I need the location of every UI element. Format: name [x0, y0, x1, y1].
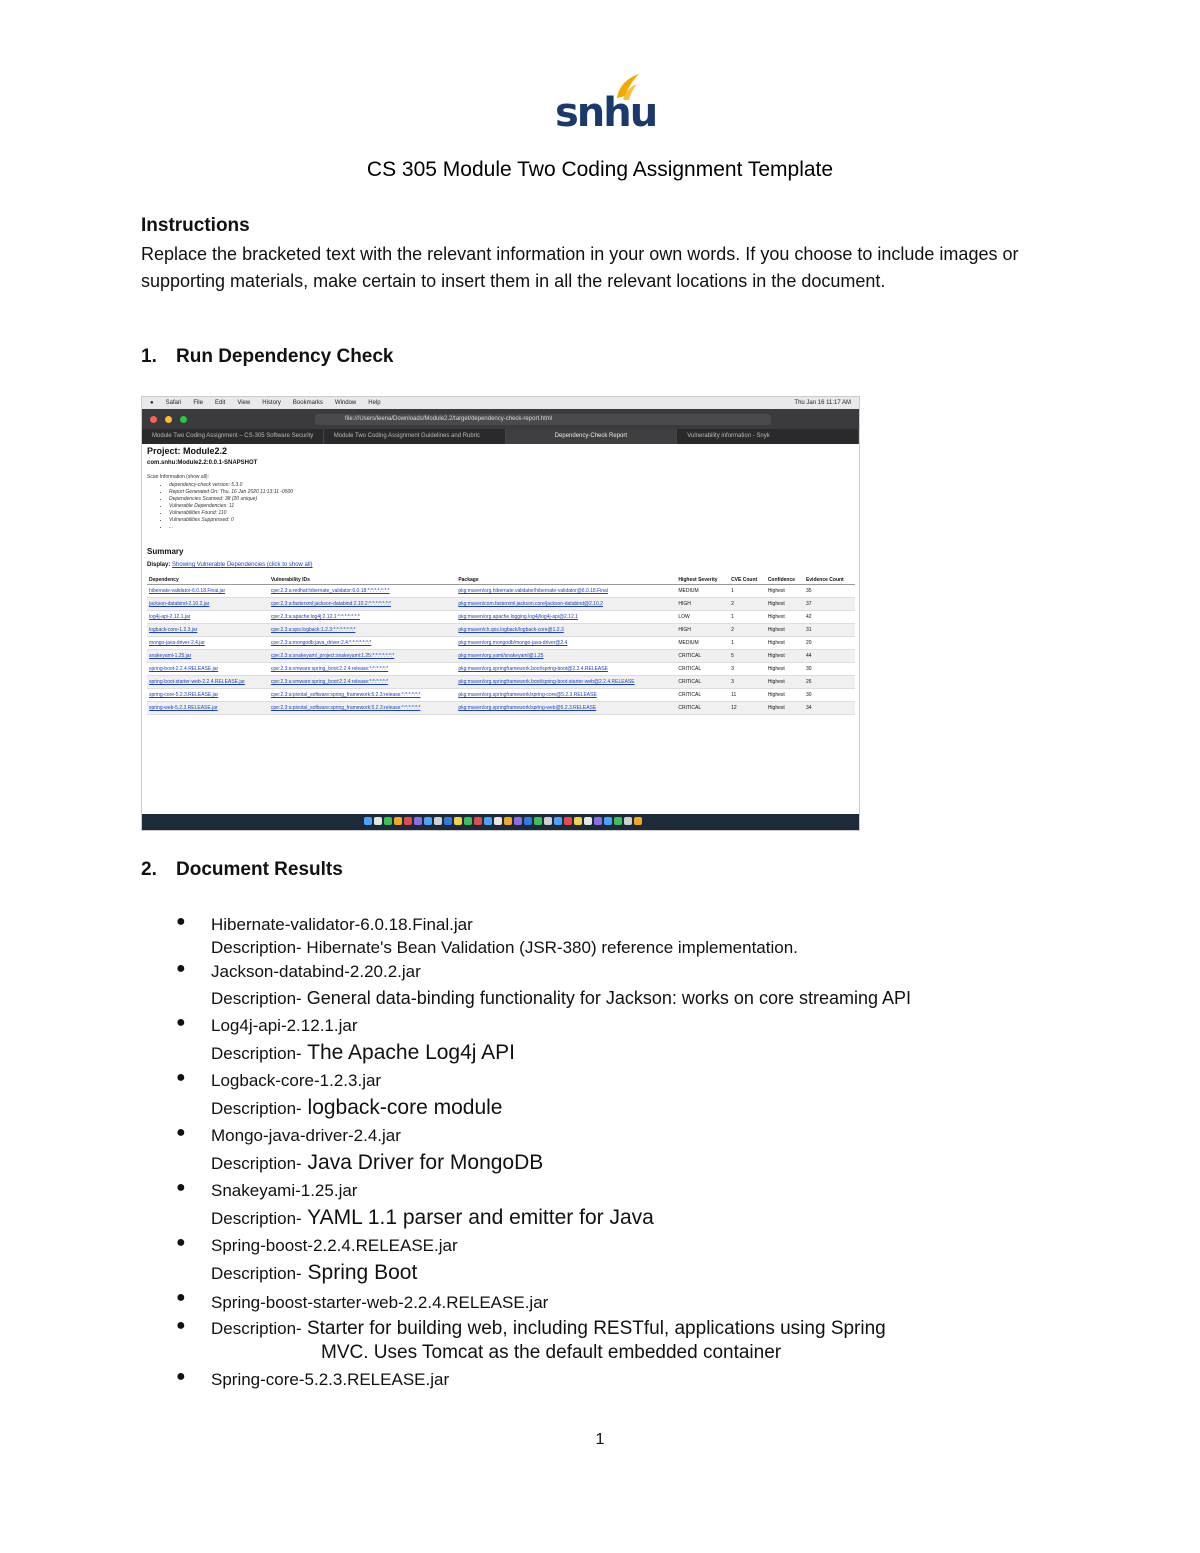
- cell-confidence: Highest: [766, 702, 804, 715]
- table-row: [147, 598, 855, 611]
- jar-description: [211, 1317, 1136, 1341]
- cell-confidence: Highest: [766, 689, 804, 702]
- scan-item: • Vulnerable Dependencies: 11: [169, 503, 854, 510]
- cell-vuln-id: cpe:2.3:a:redhat:hibernate_validator:6.0.18:*:*:*:*:*:*:*: [269, 585, 456, 598]
- description-text: Spring Boot: [301, 1261, 418, 1284]
- browser-toolbar: [142, 409, 859, 429]
- cell-package: pkg:maven/org.yaml/snakeyaml@1.25: [456, 650, 676, 663]
- cell-confidence: Highest: [766, 611, 804, 624]
- jar-description: [211, 1257, 1136, 1289]
- bullet-icon: ●: [176, 1234, 186, 1251]
- jar-name: Snakeyami-1.25.jar: [211, 1181, 358, 1200]
- jar-description: [211, 1202, 1136, 1234]
- section-number: 1.: [141, 346, 157, 367]
- list-item: [176, 1317, 1136, 1365]
- menu-safari: Safari: [165, 400, 182, 406]
- dock-app-icon: [434, 817, 442, 825]
- tab: Module Two Coding Assignment Guidelines and Rubric: [324, 429, 506, 444]
- cell-dependency: snakeyaml-1.25.jar: [147, 650, 269, 663]
- jar-description: [211, 936, 1136, 960]
- mac-menubar: [142, 397, 859, 409]
- description-label: Description-: [211, 989, 302, 1008]
- menu-bookmarks: Bookmarks: [292, 400, 323, 406]
- minimize-icon: [165, 416, 172, 423]
- dock-app-icon: [584, 817, 592, 825]
- list-item: [176, 913, 1136, 960]
- summary-heading: Summary: [147, 547, 184, 556]
- cell-cve-count: 3: [729, 676, 766, 689]
- dock-app-icon: [634, 817, 642, 825]
- table-row: [147, 637, 855, 650]
- description-label: Description-: [211, 1099, 302, 1118]
- description-label: Description-: [211, 1264, 302, 1283]
- address-bar: file:///Users/leena/Downloads/Module2.2/target/dependency-check-report.html: [315, 414, 771, 425]
- description-text: logback-core module: [301, 1096, 503, 1119]
- col-cve-count: CVE Count: [729, 576, 766, 585]
- bullet-icon: ●: [176, 1368, 186, 1385]
- scan-item: • Vulnerabilities Suppressed: 0: [169, 517, 854, 524]
- section-number: 2.: [141, 859, 157, 880]
- menu-edit: Edit: [214, 400, 226, 406]
- bullet-icon: ●: [176, 1289, 186, 1306]
- menu-view: View: [237, 400, 251, 406]
- dock-app-icon: [484, 817, 492, 825]
- document-title: CS 305 Module Two Coding Assignment Template: [366, 158, 834, 181]
- mac-dock: [142, 814, 859, 830]
- scan-item: • Vulnerabilities Found: 110: [169, 510, 854, 517]
- dock-app-icon: [614, 817, 622, 825]
- cell-evidence: 37: [804, 598, 855, 611]
- tab: Vulnerability information - Snyk: [677, 429, 859, 444]
- jar-description: [211, 983, 1136, 1014]
- table-row: [147, 624, 855, 637]
- list-item: [176, 1368, 1136, 1391]
- dock-app-icon: [594, 817, 602, 825]
- cell-evidence: 42: [804, 611, 855, 624]
- cell-cve-count: 1: [729, 611, 766, 624]
- tab: Module Two Coding Assignment – CS-305 Software Security: [142, 429, 324, 444]
- col-package: Package: [456, 576, 676, 585]
- table-row: [147, 585, 855, 598]
- section-title: Run Dependency Check: [176, 346, 394, 367]
- cell-vuln-id: cpe:2.3:a:vmware:spring_boot:2.2.4:release:*:*:*:*:*:*: [269, 676, 456, 689]
- cell-severity: CRITICAL: [676, 702, 729, 715]
- cell-evidence: 35: [804, 585, 855, 598]
- dock-app-icon: [534, 817, 542, 825]
- bullet-icon: ●: [176, 1124, 186, 1141]
- cell-dependency: spring-boot-2.2.4.RELEASE.jar: [147, 663, 269, 676]
- table-header-row: [147, 576, 855, 585]
- description-text: Java Driver for MongoDB: [301, 1151, 544, 1174]
- jar-name: Jackson-databind-2.20.2.jar: [211, 962, 421, 981]
- dock-icons: [364, 817, 642, 827]
- cell-confidence: Highest: [766, 676, 804, 689]
- cell-package: pkg:maven/org.springframework/spring-web@5.2.3.RELEASE: [456, 702, 676, 715]
- dock-app-icon: [364, 817, 372, 825]
- dock-app-icon: [574, 817, 582, 825]
- description-label: Description-: [211, 1319, 302, 1338]
- bullet-icon: ●: [176, 1014, 186, 1031]
- list-item: [176, 960, 1136, 1014]
- bullet-icon: ●: [176, 1069, 186, 1086]
- dependency-table: [147, 576, 855, 715]
- dock-app-icon: [454, 817, 462, 825]
- instructions-heading: Instructions: [141, 215, 250, 236]
- col-dependency: Dependency: [147, 576, 269, 585]
- table-row: [147, 611, 855, 624]
- scan-item: • dependency-check version: 5.3.0: [169, 482, 854, 489]
- cell-confidence: Highest: [766, 598, 804, 611]
- jar-description: [211, 1092, 1136, 1124]
- dock-app-icon: [474, 817, 482, 825]
- dock-app-icon: [514, 817, 522, 825]
- cell-severity: CRITICAL: [676, 676, 729, 689]
- cell-package: pkg:maven/org.springframework.boot/spring-boot@2.2.4.RELEASE: [456, 663, 676, 676]
- cell-vuln-id: cpe:2.3:a:qos:logback:1.2.3:*:*:*:*:*:*:*: [269, 624, 456, 637]
- scan-list: [169, 482, 854, 531]
- cell-severity: MEDIUM: [676, 585, 729, 598]
- dock-app-icon: [414, 817, 422, 825]
- cell-dependency: spring-boot-starter-web-2.2.4.RELEASE.jar: [147, 676, 269, 689]
- cell-cve-count: 11: [729, 689, 766, 702]
- table-row: [147, 663, 855, 676]
- cell-vuln-id: cpe:2.3:a:vmware:spring_boot:2.2.4:release:*:*:*:*:*:*: [269, 663, 456, 676]
- scan-item: • Dependencies Scanned: 38 (20 unique): [169, 496, 854, 503]
- dock-app-icon: [404, 817, 412, 825]
- bullet-icon: ●: [176, 960, 186, 977]
- instructions-body: Replace the bracketed text with the relevant information in your own words. If you choose to include images or supporting materials, make certain to insert them in all the relevant locations in the document.: [141, 244, 1019, 291]
- cell-cve-count: 5: [729, 650, 766, 663]
- jar-name: Spring-boost-starter-web-2.2.4.RELEASE.jar: [211, 1293, 549, 1312]
- cell-package: pkg:maven/org.springframework/spring-core@5.2.3.RELEASE: [456, 689, 676, 702]
- description-label: Description-: [211, 1044, 302, 1063]
- cell-vuln-id: cpe:2.3:a:snakeyaml_project:snakeyaml:1.25:*:*:*:*:*:*:*: [269, 650, 456, 663]
- dock-app-icon: [624, 817, 632, 825]
- cell-dependency: hibernate-validator-6.0.18.Final.jar: [147, 585, 269, 598]
- description-label: Description-: [211, 1209, 302, 1228]
- cell-confidence: Highest: [766, 650, 804, 663]
- dock-app-icon: [604, 817, 612, 825]
- bullet-icon: ●: [176, 1179, 186, 1196]
- jar-description: [211, 1037, 1136, 1069]
- cell-cve-count: 12: [729, 702, 766, 715]
- dock-app-icon: [394, 817, 402, 825]
- cell-cve-count: 1: [729, 637, 766, 650]
- cell-package: pkg:maven/org.apache.logging.log4j/log4j-api@2.12.1: [456, 611, 676, 624]
- cell-confidence: Highest: [766, 585, 804, 598]
- cell-confidence: Highest: [766, 637, 804, 650]
- menu-help: Help: [368, 400, 381, 406]
- list-item: [176, 1124, 1136, 1179]
- col-confidence: Confidence: [766, 576, 804, 585]
- description-text: General data-binding functionality for Jackson: works on core streaming API: [301, 988, 912, 1008]
- cell-severity: CRITICAL: [676, 650, 729, 663]
- cell-evidence: 30: [804, 689, 855, 702]
- apple-icon: ●: [150, 400, 154, 406]
- cell-severity: MEDIUM: [676, 637, 729, 650]
- cell-vuln-id: cpe:2.3:a:pivotal_software:spring_framework:5.2.3:release:*:*:*:*:*:*: [269, 702, 456, 715]
- description-label: Description-: [211, 938, 302, 957]
- section-title: Document Results: [176, 859, 343, 880]
- cell-cve-count: 2: [729, 624, 766, 637]
- cell-evidence: 44: [804, 650, 855, 663]
- report-body: [142, 444, 859, 717]
- cell-package: pkg:maven/com.fasterxml.jackson.core/jackson-databind@2.10.2: [456, 598, 676, 611]
- cell-evidence: 34: [804, 702, 855, 715]
- description-continuation: MVC. Uses Tomcat as the default embedded container: [321, 1342, 782, 1363]
- jar-name: Mongo-java-driver-2.4.jar: [211, 1126, 401, 1145]
- scan-information: Scan Information (show all):: [147, 474, 209, 480]
- tab-active: Dependency-Check Report: [506, 429, 678, 444]
- cell-cve-count: 1: [729, 585, 766, 598]
- cell-confidence: Highest: [766, 624, 804, 637]
- cell-vuln-id: cpe:2.3:a:pivotal_software:spring_framework:5.2.3:release:*:*:*:*:*:*: [269, 689, 456, 702]
- jar-name: Spring-core-5.2.3.RELEASE.jar: [211, 1370, 450, 1389]
- cell-dependency: jackson-databind-2.10.2.jar: [147, 598, 269, 611]
- cell-package: pkg:maven/org.mongodb/mongo-java-driver@2.4: [456, 637, 676, 650]
- jar-name: Hibernate-validator-6.0.18.Final.jar: [211, 915, 473, 934]
- menu-history: History: [262, 400, 281, 406]
- col-evidence-count: Evidence Count: [804, 576, 855, 585]
- browser-tabs: [142, 429, 859, 444]
- cell-dependency: spring-core-5.2.3.RELEASE.jar: [147, 689, 269, 702]
- cell-dependency: log4j-api-2.12.1.jar: [147, 611, 269, 624]
- logo-wordmark: snhu: [555, 90, 657, 136]
- cell-cve-count: 2: [729, 598, 766, 611]
- cell-severity: HIGH: [676, 624, 729, 637]
- scan-item: • ...: [169, 524, 854, 531]
- description-text: Hibernate's Bean Validation (JSR-380) reference implementation.: [301, 938, 798, 957]
- menu-window: Window: [334, 400, 357, 406]
- table-row: [147, 702, 855, 715]
- cell-package: pkg:maven/ch.qos.logback/logback-core@1.2.3: [456, 624, 676, 637]
- description-label: Description-: [211, 1154, 302, 1173]
- results-list: [176, 913, 1136, 1391]
- jar-name: Log4j-api-2.12.1.jar: [211, 1016, 358, 1035]
- dock-app-icon: [384, 817, 392, 825]
- dock-app-icon: [564, 817, 572, 825]
- display-line: [147, 562, 854, 568]
- cell-cve-count: 3: [729, 663, 766, 676]
- report-group: com.snhu:Module2.2:0.0.1-SNAPSHOT: [147, 460, 258, 466]
- list-item: [176, 1234, 1136, 1289]
- jar-name: Logback-core-1.2.3.jar: [211, 1071, 382, 1090]
- cell-dependency: mongo-java-driver-2.4.jar: [147, 637, 269, 650]
- dock-app-icon: [494, 817, 502, 825]
- cell-evidence: 30: [804, 663, 855, 676]
- dock-app-icon: [554, 817, 562, 825]
- jar-description: [211, 1147, 1136, 1179]
- col-severity: Highest Severity: [676, 576, 729, 585]
- list-item: [176, 1179, 1136, 1234]
- report-project: Project: Module2.2: [147, 446, 228, 456]
- section-heading-document-results: [141, 859, 343, 881]
- bullet-icon: ●: [176, 913, 186, 930]
- bullet-icon: ●: [176, 1317, 186, 1334]
- cell-vuln-id: cpe:2.3:a:apache:log4j:2.12.1:*:*:*:*:*:*:*: [269, 611, 456, 624]
- cell-vuln-id: cpe:2.3:a:fasterxml:jackson-databind:2.10.2:*:*:*:*:*:*:*: [269, 598, 456, 611]
- cell-package: pkg:maven/org.springframework.boot/spring-boot-starter-web@2.2.4.RELEASE: [456, 676, 676, 689]
- close-icon: [150, 416, 157, 423]
- display-link: Showing Vulnerable Dependencies (click to show all): [172, 562, 313, 568]
- cell-severity: CRITICAL: [676, 663, 729, 676]
- dock-app-icon: [544, 817, 552, 825]
- table-row: [147, 689, 855, 702]
- dock-app-icon: [504, 817, 512, 825]
- cell-severity: CRITICAL: [676, 689, 729, 702]
- cell-dependency: logback-core-1.2.3.jar: [147, 624, 269, 637]
- dock-app-icon: [424, 817, 432, 825]
- snhu-logo: [553, 72, 657, 136]
- cell-severity: HIGH: [676, 598, 729, 611]
- cell-dependency: spring-web-5.2.3.RELEASE.jar: [147, 702, 269, 715]
- zoom-icon: [180, 416, 187, 423]
- description-text: Starter for building web, including RESTful, applications using Spring: [301, 1318, 886, 1339]
- cell-vuln-id: cpe:2.3:a:mongodb:java_driver:2.4:*:*:*:*:*:*:*: [269, 637, 456, 650]
- table-row: [147, 676, 855, 689]
- page-number: 1: [595, 1431, 605, 1448]
- description-text: YAML 1.1 parser and emitter for Java: [301, 1206, 654, 1229]
- menu-file: File: [193, 400, 203, 406]
- description-text: The Apache Log4j API: [301, 1041, 515, 1064]
- dock-app-icon: [524, 817, 532, 825]
- scan-item: • Report Generated On: Thu, 16 Jan 2020 11:13:11 -0500: [169, 489, 854, 496]
- cell-confidence: Highest: [766, 663, 804, 676]
- dock-app-icon: [464, 817, 472, 825]
- cell-evidence: 20: [804, 637, 855, 650]
- cell-evidence: 31: [804, 624, 855, 637]
- display-label: Display:: [147, 562, 171, 568]
- table-row: [147, 650, 855, 663]
- jar-name: Spring-boost-2.2.4.RELEASE.jar: [211, 1236, 458, 1255]
- dock-app-icon: [444, 817, 452, 825]
- cell-severity: LOW: [676, 611, 729, 624]
- dock-app-icon: [374, 817, 382, 825]
- dependency-check-screenshot: [141, 396, 860, 831]
- section-heading-run-dependency-check: [141, 346, 394, 368]
- cell-package: pkg:maven/org.hibernate.validator/hibernate-validator@6.0.18.Final: [456, 585, 676, 598]
- col-vulnerability-ids: Vulnerability IDs: [269, 576, 456, 585]
- menubar-clock: Thu Jan 16 11:17 AM: [794, 400, 851, 406]
- cell-evidence: 26: [804, 676, 855, 689]
- list-item: [176, 1069, 1136, 1124]
- list-item: [176, 1014, 1136, 1069]
- list-item: [176, 1289, 1136, 1317]
